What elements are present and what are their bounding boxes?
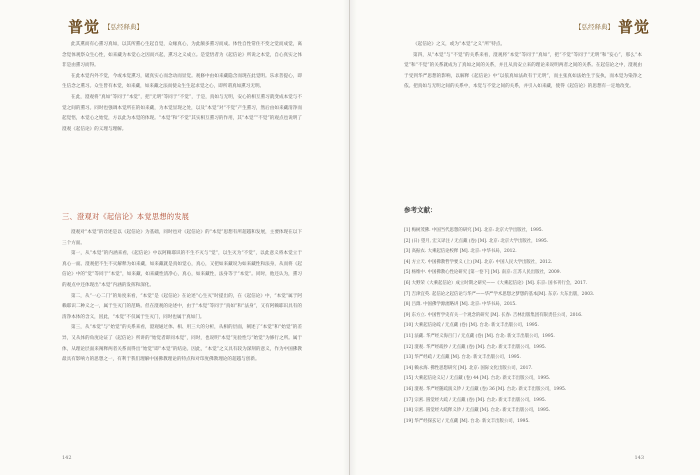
references-title: 参考文献： — [404, 206, 437, 214]
reference-item: [13] 华严经疏 / 无点藏 [M]. 台北: 新文丰出版公司，1995. — [404, 355, 521, 361]
right-header-brand — [575, 16, 650, 37]
right-page — [350, 0, 700, 475]
reference-item: [8] 吕澂. 中国佛学源流略讲 [M]. 北京: 中华书局，2015. — [404, 302, 517, 308]
reference-item: [10] 大乘起信论疏 / 无点藏 (卷) [M]. 台北: 新文丰出版公司，1995. — [404, 323, 539, 329]
paragraph: 此其熏而有心熏习真如，以其所熏心生起自觉，众缘真心，为此颇多熏习而成。体性自性常住不变之觉而成觉，离念觉体观察众生心性，如来藏为本觉心之因而兴起，熏习之义成立。是觉悟者为《起信论》所说之本觉，自心真实之体非是由熏习而得。 — [62, 42, 302, 69]
brand-tag: 【弘经释典】 — [104, 23, 144, 31]
page-number: 143 — [634, 455, 644, 461]
left-body-bottom — [62, 228, 302, 366]
reference-item: [12] 澄观. 华严经疏抄 / 无点藏 (卷) [M]. 台北: 新文丰出版公司，1995. — [404, 344, 547, 350]
reference-item: [1] 梅树茂佛. 中国当代思想的研究 [M]. 北京: 北京大学出版社，1995. — [404, 228, 543, 233]
references-list — [404, 226, 652, 427]
reference-item: [7] 吉津宜英. 起信论之起信论与华严——华严学术思想之梦想的基本[M]. 东京: 大东出版，2003. — [404, 291, 595, 297]
right-body-top — [404, 40, 642, 93]
paragraph: 第二，从“一心二门”的角度来看，“本觉”是《起信论》在论述“心生灭”时提出的，在《起信论》中，“本觉”属于阿赖耶识二种义之一，属于生灭门的范畴。但在澄观的论述中，由于“本觉”等同于“真如”和“法身”，又有阿赖耶识具有的清净本体的含义，因此，“本觉”不仅属于生灭门，同时也属于真如门。 — [62, 293, 302, 320]
reference-item: [5] 杨维中. 中国佛教心性论研究 [第一卷下] [M]. 南京: 江苏人民出版社，2009. — [404, 270, 561, 276]
reference-item: [17] 宗密. 圆觉经大疏 / 无点藏 (卷) [M]. 台北: 新文丰出版公司，1995. — [404, 397, 547, 403]
paragraph: 第四，从“本觉”与“不觉”的关系来看，澄观将“本觉”等同于“真如”，把“不觉”等同于“无明”和“妄心”，那么“本觉”和“不觉”的关系就成为了真如之间的关系，并且从真安立来的理论来说明两者之间的关系。在起信论之中，澄观由于受到华严思想的影响，以解释《起信论》中“以依真如法故有于无明”，而主张真如法始生于妄执，而本觉为染净之依。把真如与无明之间的关系中，本觉与不觉之间的关系，并引入如来藏，使得《起信论》的思想有一定地改变。 — [404, 52, 642, 90]
book-gutter — [343, 0, 357, 475]
left-header-brand — [68, 16, 143, 37]
reference-item: [4] 方立天. 中国佛教哲学要义 (上) [M]. 北京: 中国人民大学出版社，2012. — [404, 259, 553, 265]
left-body-top — [62, 40, 302, 135]
reference-item: [6] 大野荣（大乘起信论）成立时期之研究——《大乘起信论》[M]. 东京: 国书刊行会，2017. — [404, 280, 588, 286]
brand-tag: 【弘经释典】 — [574, 23, 614, 31]
reference-item: [3] 高振农. 大乘起信论校释 [M]. 北京: 中华书局，2012. — [404, 249, 517, 255]
reference-item: [2] (日) 望月, 宏义译注 / 无点藏 (卷) [M]. 北京: 北京大学出版社，1995. — [404, 238, 549, 244]
section-heading: 三、澄观对《起信论》本觉思想的发展 — [62, 212, 190, 221]
paragraph: 第一，从“本觉”的内涵来看，《起信论》中以阿赖耶识的不生不灭与“觉”，以生灭为“不觉”，以此意义将本觉立于真心一面。澄观把不生不灭解释为如来藏，如来藏就是真如觉心，真心，又把如来藏说为如来藏性和法身，从而将《起信论》中的“觉”等同于“本觉”，如来藏，如来藏性清净心，真心，如来藏性，法身等于“本觉”。同时，他还认为，熏习的观点中还体现出“本觉”内涵的发挥和深化。 — [62, 251, 302, 288]
paragraph: 《起信论》之义，或为“本觉”之义“所”特点。 — [413, 42, 506, 47]
reference-item: [14] 赖永海. 佛性思想研究 [M]. 北京: 国际文化出版公司，2017. — [404, 365, 533, 371]
reference-item: [19] 华严经探玄记 / 无点藏 [M]. 台北: 新文丰出版公司，1995. — [404, 418, 530, 424]
reference-item: [9] 东方立. 中国哲学史有关一个观念的研究 [M]. 长春: 吉林出版集团有限责任公司，2016. — [404, 312, 583, 318]
reference-item: [18] 宗密. 圆觉经大疏释义钞 / 无点藏 [M]. 台北: 新文丰出版公司，1995. — [404, 408, 551, 414]
reference-item: [16] 澄观. 华严经随疏演义钞 / 无点藏 (卷) 36 [M]. 台北: 新文丰出版公司，1995. — [404, 386, 567, 392]
paragraph: 在此本觉内外不觉，今或本觉熏习，破真实心而念动而显觉。观修中由如来藏隐含而现在此觉明。乐求菩提心，即生信念之熏习。众生皆有本觉，如来藏，如来藏之法而使众生生起求觉之心，即所谓真如熏习无明。 — [62, 73, 302, 90]
page-number: 142 — [62, 455, 72, 461]
brand-logo: 普觉 — [68, 18, 101, 36]
reference-item: [11] 法藏. 华严经义海百门 / 无点藏 (卷) [M]. 台北: 新文丰出版公司，1995. — [404, 333, 555, 339]
brand-logo: 普觉 — [617, 18, 650, 36]
paragraph: 第三，从“本觉”与“始觉”的关系来看，澄观通过体、相、用三大的分析，从相的层面，阐述了“本觉”和“始觉”的差异，又从体的角度论证了《起信论》所讲的“始觉者即同本觉”，同时，也说明“本觉”先验性与“始觉”为修行之所。属于体，从理论层面来阐释两者关系而得出“始觉”即“本觉”的结论。因此，“本觉”之义具有较为深刻的意义，作为中国佛教最具有影响力的思想之一，有利于我们理解中国佛教理论的特点和对印度佛教理论的超越与创新。 — [62, 325, 302, 363]
reference-item: [15] 大乘起信论义记 / 无点藏 (卷) 44 [M]. 台北: 新文丰出版公司，1995. — [404, 376, 551, 382]
paragraph: 澄观对“本觉”的诠述是以《起信论》为基础，同时也对《起信论》的“本觉”思想有所超越和发展，主要体现在以下三个方面。 — [62, 230, 302, 246]
paragraph: 在此，澄观将“真如”等同于“本觉”，把“无明”等同于“不觉”，于是，真如与无明，安心的相互熏习就变成本觉与不觉之间的熏习。同时也强调本觉所在的如来藏，为本觉显现之处，以及“本觉”对“不觉”产生熏习，然后由如来藏清净而起觉悟，本觉心之始觉，方以此为本觉的体现。“本觉”和“不觉”其实相互熏习的作用，其“本觉”“不觉”的观点也说明了澄观《起信论》的义理与理解。 — [62, 94, 302, 132]
